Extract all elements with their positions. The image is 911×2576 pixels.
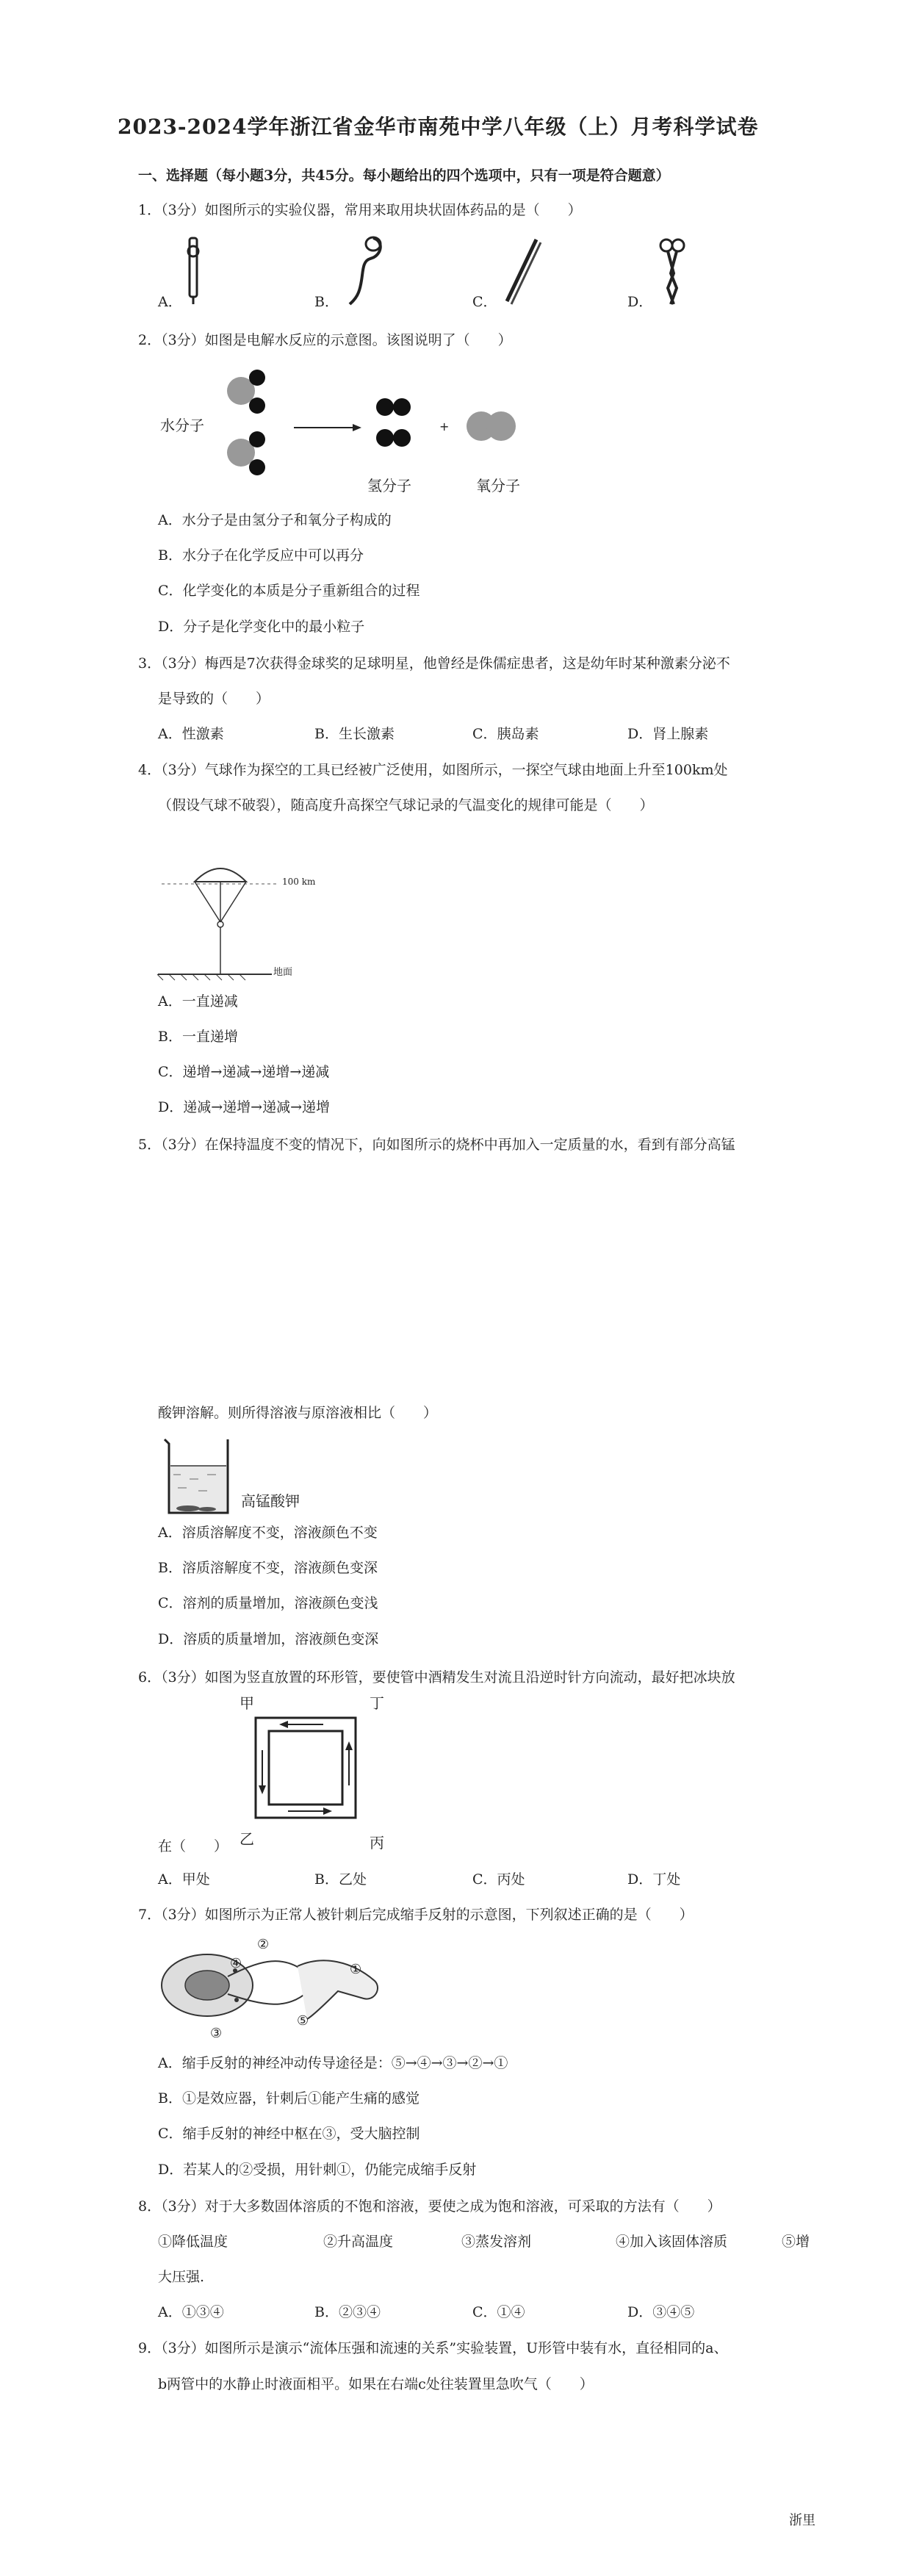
q4-balloon-diagram	[154, 860, 345, 985]
q6-option-b: B．乙处	[314, 1871, 367, 1888]
q3-stem-line1: 3．（3分）梅西是7次获得金球奖的足球明星，他曾经是侏儒症患者，这是幼年时某种激素分泌不	[138, 655, 730, 672]
q1-instrument-c	[500, 237, 544, 307]
q2-label-oxygen: 氧分子	[476, 477, 520, 494]
q8-method-4: ④加入该固体溶质	[616, 2234, 728, 2250]
q9-stem-line1: 9．（3分）如图所示是演示“流体压强和流速的关系”实验装置，U形管中装有水，直径相同的a、	[138, 2340, 728, 2356]
q6-stem-line2: 在（ ）	[158, 1838, 228, 1854]
q4-stem-line1: 4．（3分）气球作为探空的工具已经被广泛使用，如图所示，一探空气球由地面上升至100km处	[138, 762, 728, 778]
q2-stem: 2．（3分）如图是电解水反应的示意图。该图说明了（ ）	[138, 332, 512, 348]
q5-option-d: D．溶质的质量增加，溶液颜色变深	[158, 1631, 379, 1647]
q8-method-1: ①降低温度	[158, 2234, 228, 2250]
q8-option-a: A．①③④	[158, 2304, 224, 2320]
q4-option-b: B．一直递增	[158, 1029, 238, 1045]
q2-option-b: B．水分子在化学反应中可以再分	[158, 547, 364, 564]
q1-instrument-b	[344, 234, 388, 307]
water-molecule-1	[227, 370, 265, 414]
q8-method-5: ⑤增	[782, 2234, 810, 2250]
q7-marker-1: ①	[350, 1962, 362, 1977]
q1-option-b: B．	[314, 294, 339, 310]
q4-option-d: D．递减→递增→递减→递增	[158, 1099, 330, 1115]
q7-marker-3: ③	[210, 2026, 223, 2041]
q6-option-d: D．丁处	[627, 1871, 681, 1888]
q8-option-d: D．③④⑤	[627, 2304, 695, 2320]
q5-option-a: A．溶质溶解度不变，溶液颜色不变	[158, 1525, 378, 1541]
q1-option-d: D．	[627, 294, 653, 310]
q7-option-a: A．缩手反射的神经冲动传导途径是：⑤→④→③→②→①	[158, 2055, 508, 2071]
q5-stem-line2: 酸钾溶解。则所得溶液与原溶液相比（ ）	[158, 1405, 438, 1421]
page-title: 2023-2024学年浙江省金华市南苑中学八年级（上）月考科学试卷	[118, 115, 759, 139]
q7-marker-2: ②	[257, 1937, 270, 1952]
q7-option-d: D．若某人的②受损，用针刺①，仍能完成缩手反射	[158, 2162, 477, 2178]
section-heading: 一、选择题（每小题3分，共45分。每小题给出的四个选项中，只有一项是符合题意）	[138, 168, 670, 184]
q7-option-c: C．缩手反射的神经中枢在③，受大脑控制	[158, 2126, 420, 2142]
hydrogen-molecules	[376, 398, 411, 447]
q2-label-hydrogen: 氢分子	[367, 477, 411, 494]
q6-corner-yi: 乙	[240, 1830, 254, 1848]
q7-marker-5: ⑤	[297, 2013, 309, 2029]
q7-stem: 7．（3分）如图所示为正常人被针刺后完成缩手反射的示意图，下列叙述正确的是（ ）	[138, 1907, 694, 1923]
q8-stem: 8．（3分）对于大多数固体溶质的不饱和溶液，要使之成为饱和溶液，可采取的方法有（ ）	[138, 2198, 721, 2215]
q2-label-water: 水分子	[160, 417, 204, 434]
q4-option-c: C．递增→递减→递增→递减	[158, 1064, 330, 1080]
q3-option-d: D．肾上腺素	[627, 726, 709, 742]
q1-instrument-a	[182, 235, 207, 306]
q6-option-a: A．甲处	[158, 1871, 210, 1888]
q2-option-a: A．水分子是由氢分子和氧分子构成的	[158, 512, 392, 528]
q8-method-2: ②升高温度	[323, 2234, 394, 2250]
q7-marker-4: ④	[230, 1956, 242, 1971]
oxygen-molecule	[467, 411, 516, 441]
q3-option-b: B．生长激素	[314, 726, 395, 742]
q2-option-c: C．化学变化的本质是分子重新组合的过程	[158, 583, 420, 599]
q5-option-c: C．溶剂的质量增加，溶液颜色变浅	[158, 1595, 378, 1611]
q2-option-d: D．分子是化学变化中的最小粒子	[158, 619, 365, 635]
q4-option-a: A．一直递减	[158, 993, 238, 1010]
q2-label-plus: +	[439, 420, 450, 433]
q8-option-b: B．②③④	[314, 2304, 381, 2320]
q8-method-3: ③蒸发溶剂	[461, 2234, 532, 2250]
q1-option-c: C．	[472, 294, 497, 310]
q9-stem-line2: b两管中的水静止时液面相平。如果在右端c处往装置里急吹气（ ）	[158, 2376, 594, 2392]
water-molecule-2	[227, 431, 265, 475]
q5-stem-line1: 5．（3分）在保持温度不变的情况下，向如图所示的烧杯中再加入一定质量的水，看到有部分高锰	[138, 1137, 735, 1153]
q4-stem-line2: （假设气球不破裂），随高度升高探空气球记录的气温变化的规律可能是（ ）	[158, 797, 654, 813]
q3-option-c: C．胰岛素	[472, 726, 539, 742]
q4-label-height: 100 km	[282, 877, 316, 887]
q6-option-c: C．丙处	[472, 1871, 525, 1888]
q5-option-b: B．溶质溶解度不变，溶液颜色变深	[158, 1560, 378, 1576]
q8-method-5-cont: 大压强.	[158, 2269, 205, 2285]
q3-stem-line2: 是导致的（ ）	[158, 691, 270, 707]
q1-option-a: A．	[158, 294, 182, 310]
q1-stem: 1．（3分）如图所示的实验仪器，常用来取用块状固体药品的是（ ）	[138, 202, 582, 218]
q8-option-c: C．①④	[472, 2304, 525, 2320]
q6-ring-tube-diagram	[250, 1712, 367, 1830]
q6-corner-jia: 甲	[240, 1694, 254, 1712]
q1-instrument-d	[658, 237, 687, 307]
page-footer: 浙里	[789, 2513, 815, 2528]
q7-option-b: B．①是效应器，针刺后①能产生痛的感觉	[158, 2090, 420, 2107]
q6-stem: 6．（3分）如图为竖直放置的环形管，要使管中酒精发生对流且沿逆时针方向流动，最好把冰块放	[138, 1669, 735, 1685]
q6-corner-bing: 丙	[370, 1834, 384, 1852]
q3-option-a: A．性激素	[158, 726, 224, 742]
q6-corner-ding: 丁	[370, 1694, 384, 1712]
q4-label-ground: 地面	[273, 967, 293, 978]
q7-reflex-arc-diagram	[154, 1940, 389, 2035]
q5-label-potassium-permanganate: 高锰酸钾	[241, 1492, 300, 1510]
q5-beaker-diagram	[160, 1436, 241, 1521]
